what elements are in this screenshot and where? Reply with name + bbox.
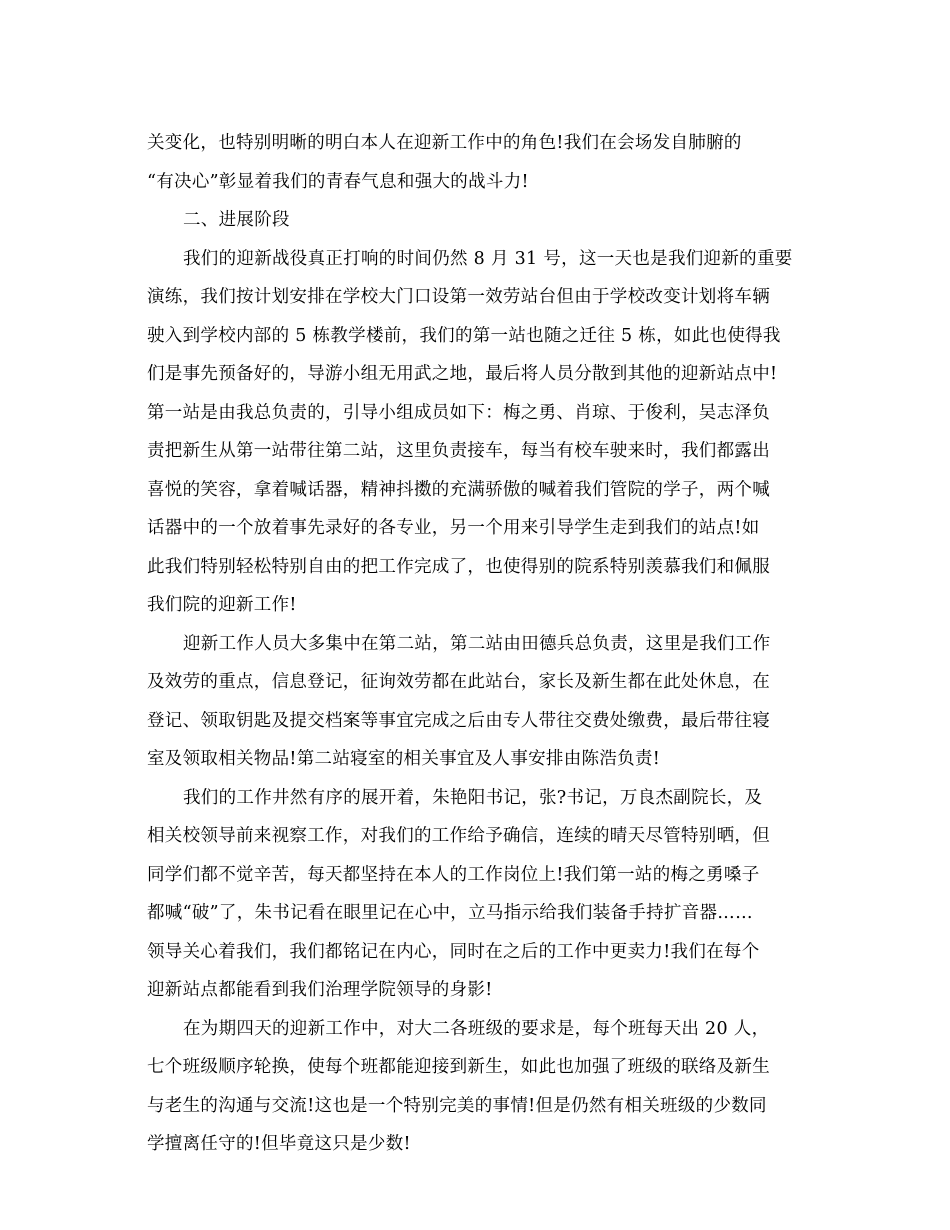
text-line: 与老生的沟通与交流!这也是一个特别完美的事情!但是仍然有相关班级的少数同	[147, 1095, 767, 1116]
text-line: 们是事先预备好的，导游小组无用武之地，最后将人员分散到其他的迎新站点中!	[147, 364, 778, 384]
text-line: 学擅离任守的!但毕竟这只是少数!	[147, 1134, 411, 1154]
text-line: 室及领取相关物品!第二站寝室的相关事宜及人事安排由陈浩负责!	[147, 749, 661, 769]
text-line: 话器中的一个放着事先录好的各专业，另一个用来引导学生走到我们的站点!如	[147, 518, 760, 538]
text-line: 迎新工作人员大多集中在第二站，第二站由田德兵总负责，这里是我们工作	[183, 633, 771, 654]
text-line: 第一站是由我总负责的，引导小组成员如下：梅之勇、肖琼、于俊利，吴志泽负	[147, 402, 770, 423]
text-line: 登记、领取钥匙及提交档案等事宜完成之后由专人带往交费处缴费，最后带往寝	[147, 710, 770, 731]
text-line: 迎新站点都能看到我们治理学院领导的身影!	[147, 980, 493, 1000]
text-line: 及效劳的重点，信息登记，征询效劳都在此站台，家长及新生都在此处休息，在	[147, 672, 770, 692]
text-line: 领导关心着我们，我们都铭记在内心，同时在之后的工作中更卖力!我们在每个	[147, 941, 760, 962]
text-line: 此我们特别轻松特别自由的把工作完成了，也使得别的院系特别羡慕我们和佩服	[147, 556, 770, 577]
text-line: 喜悦的笑容，拿着喊话器，精神抖擞的充满骄傲的喊着我们管院的学子，两个喊	[147, 479, 770, 500]
text-line: 在为期四天的迎新工作中，对大二各班级的要求是，每个班每天出 20 人，	[183, 1018, 770, 1039]
text-line: 相关校领导前来视察工作，对我们的工作给予确信，连续的晴天尽管特别晒，但	[147, 826, 770, 846]
text-line: 责把新生从第一站带往第二站，这里负责接车，每当有校车驶来时，我们都露出	[147, 441, 770, 461]
document-body	[147, 124, 807, 1164]
text-line: 二、进展阶段	[183, 210, 290, 230]
text-line: 我们的工作井然有序的展开着，朱艳阳书记，张?书记，万良杰副院长，及	[183, 787, 763, 808]
text-line: 驶入到学校内部的 5 栋教学楼前，我们的第一站也随之迁往 5 栋，如此也使得我	[147, 325, 781, 346]
text-line: 我们院的迎新工作!	[147, 595, 297, 615]
text-line: 都喊“破”了，朱书记看在眼里记在心中，立马指示给我们装备手持扩音器……	[147, 903, 753, 923]
text-line: “有决心”彰显着我们的青春气息和强大的战斗力!	[147, 171, 529, 192]
text-line: 同学们都不觉辛苦，每天都坚持在本人的工作岗位上!我们第一站的梅之勇嗓子	[147, 864, 760, 885]
text-line: 七个班级顺序轮换，使每个班都能迎接到新生，如此也加强了班级的联络及新生	[147, 1057, 770, 1077]
text-line: 演练，我们按计划安排在学校大门口设第一效劳站台但由于学校改变计划将车辆	[147, 287, 770, 307]
text-line: 我们的迎新战役真正打响的时间仍然 8 月 31 号，这一天也是我们迎新的重要	[183, 248, 793, 269]
text-line: 关变化，也特别明晰的明白本人在迎新工作中的角色!我们在会场发自肺腑的	[147, 133, 742, 153]
